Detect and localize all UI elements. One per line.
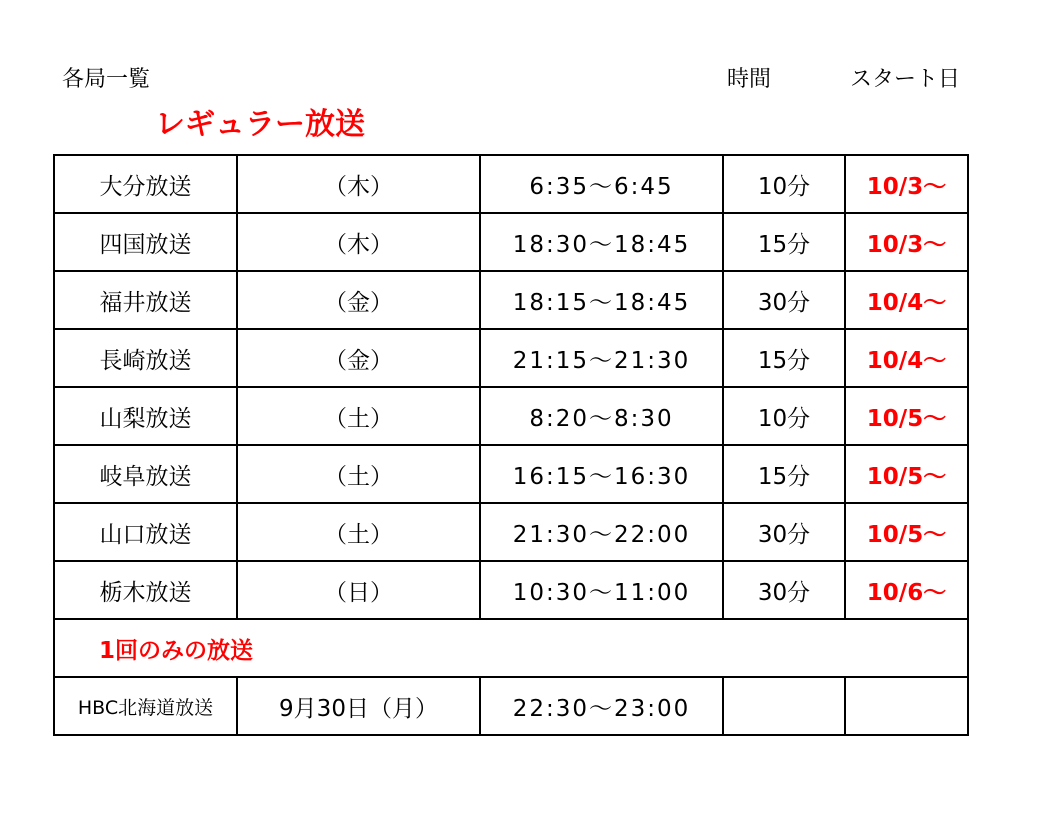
time-cell: 18:30〜18:45 [480,213,723,271]
station-cell: 岐阜放送 [54,445,237,503]
duration-cell: 10分 [723,387,845,445]
table-row [54,561,968,619]
station-cell: 山口放送 [54,503,237,561]
time-cell: 21:15〜21:30 [480,329,723,387]
day-cell: （土） [237,445,480,503]
start-date-cell: 10/5〜 [845,503,968,561]
table-row [54,271,968,329]
duration-cell: 10分 [723,155,845,213]
start-date-cell: 10/3〜 [845,155,968,213]
duration-cell: 15分 [723,445,845,503]
table-row [54,387,968,445]
start-date-cell: 10/6〜 [845,561,968,619]
start-date-cell: 10/5〜 [845,445,968,503]
day-cell: （金） [237,329,480,387]
schedule-table [53,154,969,736]
column-header-time: 時間 [727,67,772,92]
time-cell: 22:30〜23:00 [480,677,723,735]
section-title-regular: レギュラー放送 [155,107,365,142]
start-date-cell: 10/4〜 [845,271,968,329]
day-cell: （金） [237,271,480,329]
duration-cell: 15分 [723,329,845,387]
day-cell: 9月30日（月） [237,677,480,735]
time-cell: 21:30〜22:00 [480,503,723,561]
list-title: 各局一覧 [62,67,151,92]
day-cell: （日） [237,561,480,619]
section-title-once: 1回のみの放送 [54,619,968,677]
table-row [54,677,968,735]
table-row [54,503,968,561]
table-row [54,445,968,503]
start-date-cell: 10/5〜 [845,387,968,445]
table-row [54,155,968,213]
station-cell: 長崎放送 [54,329,237,387]
table-row [54,329,968,387]
time-cell: 18:15〜18:45 [480,271,723,329]
start-date-cell: 10/3〜 [845,213,968,271]
station-cell: 福井放送 [54,271,237,329]
station-cell: HBC北海道放送 [54,677,237,735]
duration-cell: 30分 [723,503,845,561]
duration-cell [723,677,845,735]
column-header-start-date: スタート日 [850,67,961,92]
duration-cell: 30分 [723,271,845,329]
duration-cell: 30分 [723,561,845,619]
table-row [54,213,968,271]
day-cell: （木） [237,155,480,213]
start-date-cell: 10/4〜 [845,329,968,387]
station-cell: 四国放送 [54,213,237,271]
section-row-once [54,619,968,677]
time-cell: 16:15〜16:30 [480,445,723,503]
day-cell: （土） [237,387,480,445]
start-date-cell [845,677,968,735]
station-cell: 栃木放送 [54,561,237,619]
station-cell: 山梨放送 [54,387,237,445]
time-cell: 6:35〜6:45 [480,155,723,213]
day-cell: （木） [237,213,480,271]
time-cell: 8:20〜8:30 [480,387,723,445]
station-cell: 大分放送 [54,155,237,213]
duration-cell: 15分 [723,213,845,271]
time-cell: 10:30〜11:00 [480,561,723,619]
day-cell: （土） [237,503,480,561]
